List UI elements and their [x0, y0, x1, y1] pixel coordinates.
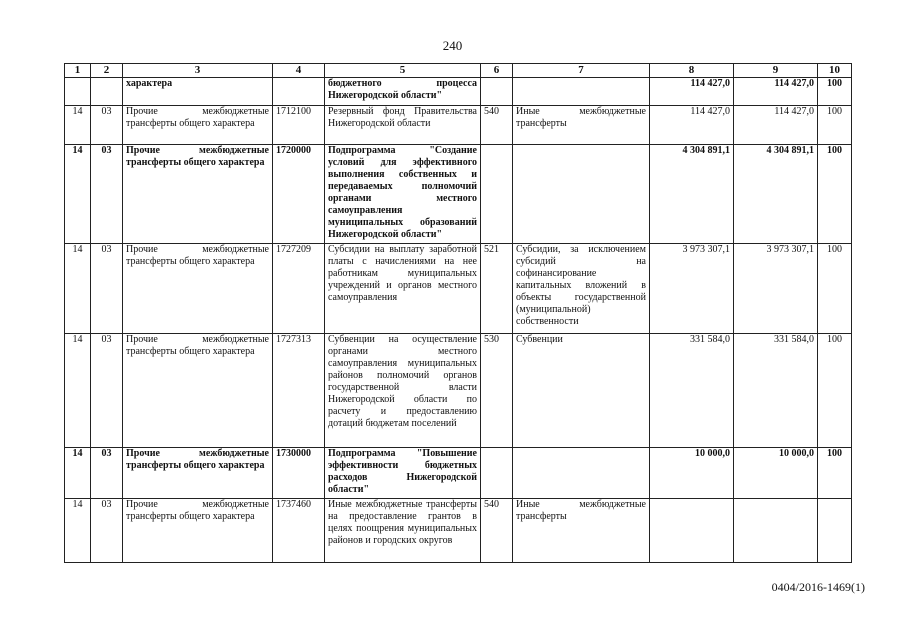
cell-actual-amount [734, 499, 818, 563]
col-header-5: 5 [325, 64, 481, 78]
table-row [65, 244, 852, 334]
col-header-4: 4 [273, 64, 325, 78]
cell-target-code: 1720000 [273, 145, 325, 244]
cell-plan-amount: 331 584,0 [650, 334, 734, 448]
cell-expense-name [513, 145, 650, 244]
cell-section: 14 [65, 106, 91, 145]
table-row [65, 106, 852, 145]
cell-target-code: 1727209 [273, 244, 325, 334]
cell-plan-amount: 114 427,0 [650, 106, 734, 145]
cell-plan-amount: 10 000,0 [650, 448, 734, 499]
col-header-10: 10 [818, 64, 852, 78]
table-row [65, 78, 852, 106]
cell-expense-type [481, 145, 513, 244]
table-row [65, 499, 852, 563]
cell-percent: 100 [818, 78, 852, 106]
cell-expense-name [513, 448, 650, 499]
cell-section-name: Прочие межбюджетные трансферты общего характера [123, 448, 273, 499]
cell-subsection: 03 [91, 106, 123, 145]
cell-expense-type: 530 [481, 334, 513, 448]
cell-expense-type: 540 [481, 106, 513, 145]
cell-target-code: 1737460 [273, 499, 325, 563]
cell-section-name: Прочие межбюджетные трансферты общего характера [123, 244, 273, 334]
cell-section: 14 [65, 244, 91, 334]
cell-target-name: Резервный фонд Правительства Нижегородской области [325, 106, 481, 145]
table-row [65, 145, 852, 244]
cell-section-name: Прочие межбюджетные трансферты общего характера [123, 499, 273, 563]
cell-actual-amount: 3 973 307,1 [734, 244, 818, 334]
budget-table [64, 63, 852, 563]
cell-expense-type [481, 448, 513, 499]
col-header-6: 6 [481, 64, 513, 78]
document-id: 0404/2016-1469(1) [771, 580, 865, 594]
cell-subsection [91, 78, 123, 106]
cell-percent: 100 [818, 448, 852, 499]
cell-expense-name: Субсидии, за исключением субсидий на софинансирование капитальных вложений в объекты государственной (муниципальной) собственности [513, 244, 650, 334]
cell-section: 14 [65, 499, 91, 563]
cell-target-name: бюджетного процесса Нижегородской области" [325, 78, 481, 106]
cell-actual-amount: 114 427,0 [734, 106, 818, 145]
cell-section-name: Прочие межбюджетные трансферты общего характера [123, 145, 273, 244]
cell-section: 14 [65, 448, 91, 499]
cell-actual-amount: 331 584,0 [734, 334, 818, 448]
cell-target-code: 1730000 [273, 448, 325, 499]
col-header-1: 1 [65, 64, 91, 78]
cell-subsection: 03 [91, 145, 123, 244]
cell-target-code: 1727313 [273, 334, 325, 448]
col-header-2: 2 [91, 64, 123, 78]
cell-plan-amount: 3 973 307,1 [650, 244, 734, 334]
cell-plan-amount: 4 304 891,1 [650, 145, 734, 244]
cell-expense-type: 540 [481, 499, 513, 563]
cell-subsection: 03 [91, 448, 123, 499]
cell-section-name: Прочие межбюджетные трансферты общего характера [123, 106, 273, 145]
table-row [65, 448, 852, 499]
cell-target-name: Подпрограмма "Повышение эффективности бюджетных расходов Нижегородской области" [325, 448, 481, 499]
cell-expense-name: Иные межбюджетные трансферты [513, 106, 650, 145]
col-header-3: 3 [123, 64, 273, 78]
cell-section-name: характера [123, 78, 273, 106]
cell-subsection: 03 [91, 334, 123, 448]
cell-subsection: 03 [91, 499, 123, 563]
cell-target-code [273, 78, 325, 106]
cell-percent: 100 [818, 334, 852, 448]
col-header-7: 7 [513, 64, 650, 78]
cell-target-name: Субвенции на осуществление органами местного самоуправления муниципальных районов полномочий органов государственной власти Нижегородской области по расчету и предоставлению дотаций бюджетам поселений [325, 334, 481, 448]
cell-target-code: 1712100 [273, 106, 325, 145]
cell-section-name: Прочие межбюджетные трансферты общего характера [123, 334, 273, 448]
cell-expense-name [513, 78, 650, 106]
cell-percent [818, 499, 852, 563]
col-header-9: 9 [734, 64, 818, 78]
cell-plan-amount [650, 499, 734, 563]
cell-percent: 100 [818, 106, 852, 145]
cell-plan-amount: 114 427,0 [650, 78, 734, 106]
cell-target-name: Иные межбюджетные трансферты на предоставление грантов в целях поощрения муниципальных районов и городских округов [325, 499, 481, 563]
cell-actual-amount: 4 304 891,1 [734, 145, 818, 244]
cell-actual-amount: 10 000,0 [734, 448, 818, 499]
cell-percent: 100 [818, 244, 852, 334]
cell-target-name: Подпрограмма "Создание условий для эффективного выполнения собственных и передаваемых полномочий органами местного самоуправления муниципальных образований Нижегородской области" [325, 145, 481, 244]
cell-expense-type: 521 [481, 244, 513, 334]
cell-subsection: 03 [91, 244, 123, 334]
col-header-8: 8 [650, 64, 734, 78]
header-row [65, 64, 852, 78]
cell-percent: 100 [818, 145, 852, 244]
cell-expense-type [481, 78, 513, 106]
cell-section [65, 78, 91, 106]
table-row [65, 334, 852, 448]
cell-target-name: Субсидии на выплату заработной платы с начислениями на нее работникам муниципальных учреждений и органов местного самоуправления [325, 244, 481, 334]
cell-section: 14 [65, 145, 91, 244]
cell-section: 14 [65, 334, 91, 448]
cell-expense-name: Субвенции [513, 334, 650, 448]
page-number: 240 [442, 38, 463, 53]
cell-expense-name: Иные межбюджетные трансферты [513, 499, 650, 563]
cell-actual-amount: 114 427,0 [734, 78, 818, 106]
